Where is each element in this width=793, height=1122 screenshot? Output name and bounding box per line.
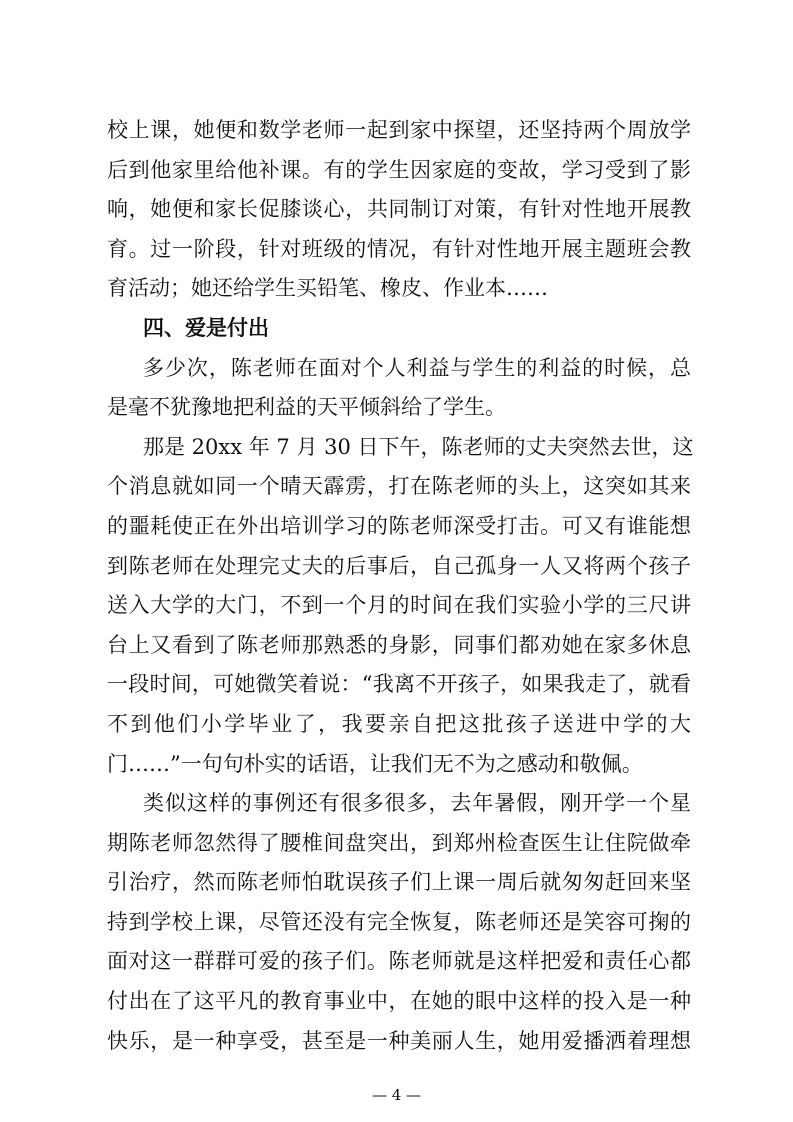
text-line: 类似这样的事例还有很多很多，去年暑假，刚开学一个星 bbox=[143, 791, 691, 816]
text-line: 送入大学的大门，不到一个月的时间在我们实验小学的三尺讲 bbox=[107, 593, 691, 618]
text-line: 育活动；她还给学生买铅笔、橡皮、作业本…… bbox=[107, 276, 548, 301]
section-heading: 四、爱是付出 bbox=[143, 315, 269, 340]
text-line: 育。过一阶段，针对班级的情况，有针对性地开展主题班会教 bbox=[107, 236, 691, 261]
text-line: 引治疗，然而陈老师怕耽误孩子们上课一周后就匆匆赶回来坚 bbox=[107, 870, 691, 895]
text-line: 多少次，陈老师在面对个人利益与学生的利益的时候，总 bbox=[143, 355, 691, 380]
document-body bbox=[107, 111, 694, 1061]
text-line: 校上课，她便和数学老师一起到家中探望，还坚持两个周放学 bbox=[107, 118, 691, 142]
text-line: 快乐，是一种享受，甚至是一种美丽人生，她用爱播洒着理想 bbox=[107, 1028, 691, 1053]
text-line: 的噩耗使正在外出培训学习的陈老师深受打击。可又有谁能想 bbox=[107, 513, 691, 538]
text-line: 响，她便和家长促膝谈心，共同制订对策，有针对性地开展教 bbox=[107, 197, 691, 222]
text-line: 那是 20xx 年 7 月 30 日下午，陈老师的丈夫突然去世，这 bbox=[143, 434, 694, 459]
text-line: 持到学校上课，尽管还没有完全恢复，陈老师还是笑容可掬的 bbox=[107, 909, 691, 934]
text-line: 不到他们小学毕业了，我要亲自把这批孩子送进中学的大 bbox=[107, 711, 691, 736]
text-line: 期陈老师忽然得了腰椎间盘突出，到郑州检查医生让住院做牵 bbox=[107, 830, 691, 855]
text-line: 一段时间，可她微笑着说：“我离不开孩子，如果我走了，就看 bbox=[107, 672, 691, 697]
text-line: 面对这一群群可爱的孩子们。陈老师就是这样把爱和责任心都 bbox=[107, 949, 691, 974]
text-line: 台上又看到了陈老师那熟悉的身影，同事们都劝她在家多休息 bbox=[107, 632, 691, 657]
text-line: 是毫不犹豫地把利益的天平倾斜给了学生。 bbox=[107, 395, 506, 420]
text-line: 付出在了这平凡的教育事业中，在她的眼中这样的投入是一种 bbox=[107, 989, 691, 1014]
text-line: 后到他家里给他补课。有的学生因家庭的变故，学习受到了影 bbox=[107, 157, 691, 182]
page-number: — 4 — bbox=[371, 1086, 422, 1104]
text-line: 个消息就如同一个晴天霹雳，打在陈老师的头上，这突如其来 bbox=[107, 474, 691, 499]
text-line: 门……”一句句朴实的话语，让我们无不为之感动和敬佩。 bbox=[107, 751, 643, 776]
text-line: 到陈老师在处理完丈夫的后事后，自己孤身一人又将两个孩子 bbox=[107, 553, 691, 578]
